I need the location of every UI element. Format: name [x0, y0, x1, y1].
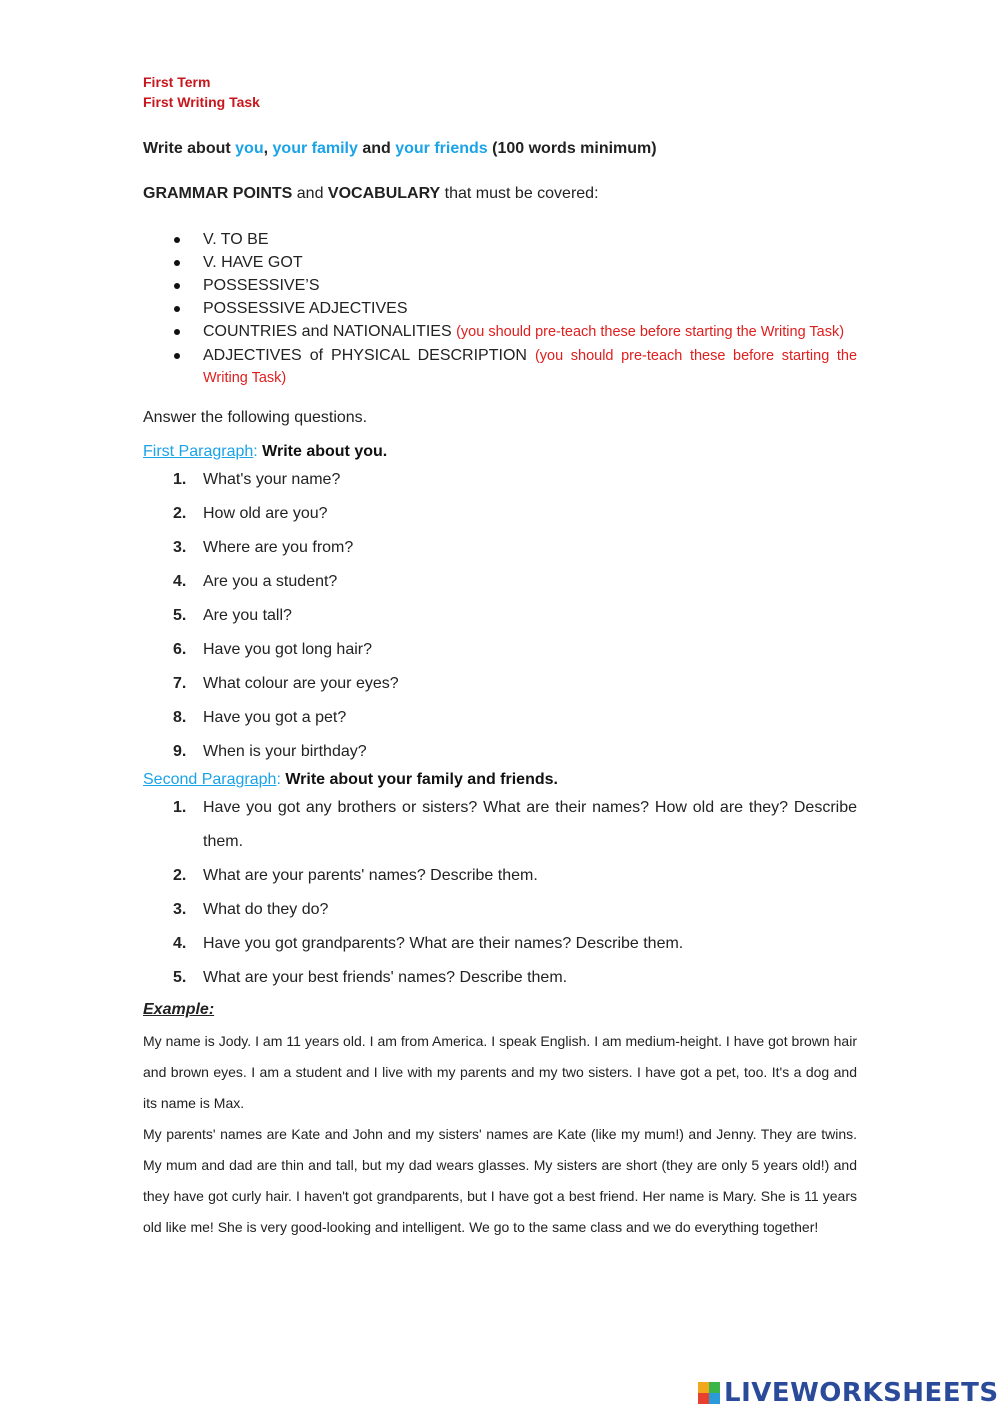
question-item: 5. What are your best friends' names? Describe them.: [173, 969, 568, 986]
question-item: 7. What colour are your eyes?: [173, 675, 399, 692]
example-text: [143, 1026, 857, 1243]
question-item: 3. Where are you from?: [173, 539, 354, 556]
friends-highlight: your friends: [395, 140, 488, 157]
list-item: POSSESSIVE ADJECTIVES: [143, 298, 857, 319]
you-highlight: you: [235, 140, 264, 157]
list-item: V. HAVE GOT: [143, 252, 857, 273]
question-item: 6. Have you got long hair?: [173, 641, 372, 658]
second-paragraph-heading: Second Paragraph: Write about your family and friends.: [143, 771, 558, 788]
question-item: 2. How old are you?: [173, 505, 328, 522]
list-item: ADJECTIVES of PHYSICAL DESCRIPTION (you should pre-teach these before starting the Writing Task): [143, 345, 857, 389]
first-paragraph-link[interactable]: First Paragraph: [143, 443, 254, 460]
answer-instruction: Answer the following questions.: [143, 409, 368, 426]
question-item: 9. When is your birthday?: [173, 743, 367, 760]
family-highlight: your family: [272, 140, 358, 157]
second-paragraph-link[interactable]: Second Paragraph: [143, 771, 277, 788]
liveworksheets-logo: [698, 1378, 999, 1408]
question-item: 3. What do they do?: [173, 901, 329, 918]
question-item: 2. What are your parents' names? Describe them.: [173, 867, 538, 884]
task-heading: First Writing Task: [143, 94, 260, 110]
example-paragraph: My parents' names are Kate and John and my sisters' names are Kate (like my mum!) and Jenny. They are twins. My mum and dad are thin and tall, but my dad wears glasses. My sisters are short (they are only 5 years old!) and they have got curly hair. I haven't got grandparents, but I have got a best friend. Her name is Mary. She is 11 years old like me! She is very good-looking and intelligent. We go to the same class and we do everything together!: [143, 1126, 857, 1235]
teacher-note: (you should pre-teach these before starting the Writing Task): [456, 324, 845, 340]
example-heading: Example:: [143, 1001, 215, 1018]
task-instruction: Write about you, your family and your friends (100 words minimum): [143, 140, 657, 157]
grammar-list: [143, 229, 857, 389]
list-item: POSSESSIVE’S: [143, 275, 857, 296]
first-paragraph-questions: [143, 463, 857, 769]
liveworksheets-wordmark: LIVEWORKSHEETS: [724, 1378, 999, 1408]
example-paragraph: My name is Jody. I am 11 years old. I am from America. I speak English. I am medium-height. I have got brown hair and brown eyes. I am a student and I live with my parents and my two sisters. I have got a pet, too. It's a dog and its name is Max.: [143, 1033, 857, 1111]
grammar-intro: GRAMMAR POINTS and VOCABULARY that must be covered:: [143, 185, 599, 202]
question-item: 8. Have you got a pet?: [173, 709, 347, 726]
list-item: V. TO BE: [143, 229, 857, 250]
question-item: 1. Have you got any brothers or sisters? What are their names? How old are they? Describe them.: [173, 799, 857, 850]
question-item: 4. Are you a student?: [173, 573, 338, 590]
liveworksheets-logo-icon: [698, 1382, 720, 1404]
list-item: COUNTRIES and NATIONALITIES (you should pre-teach these before starting the Writing Task): [143, 321, 857, 343]
question-item: 4. Have you got grandparents? What are their names? Describe them.: [173, 935, 684, 952]
second-paragraph-questions: [143, 791, 857, 995]
question-item: 1. What's your name?: [173, 471, 341, 488]
teacher-note: (you should pre-teach these before starting the Writing Task): [203, 348, 858, 386]
question-item: 5. Are you tall?: [173, 607, 292, 624]
first-paragraph-heading: First Paragraph: Write about you.: [143, 443, 388, 460]
worksheet: [143, 72, 857, 1243]
term-heading: First Term: [143, 74, 211, 90]
